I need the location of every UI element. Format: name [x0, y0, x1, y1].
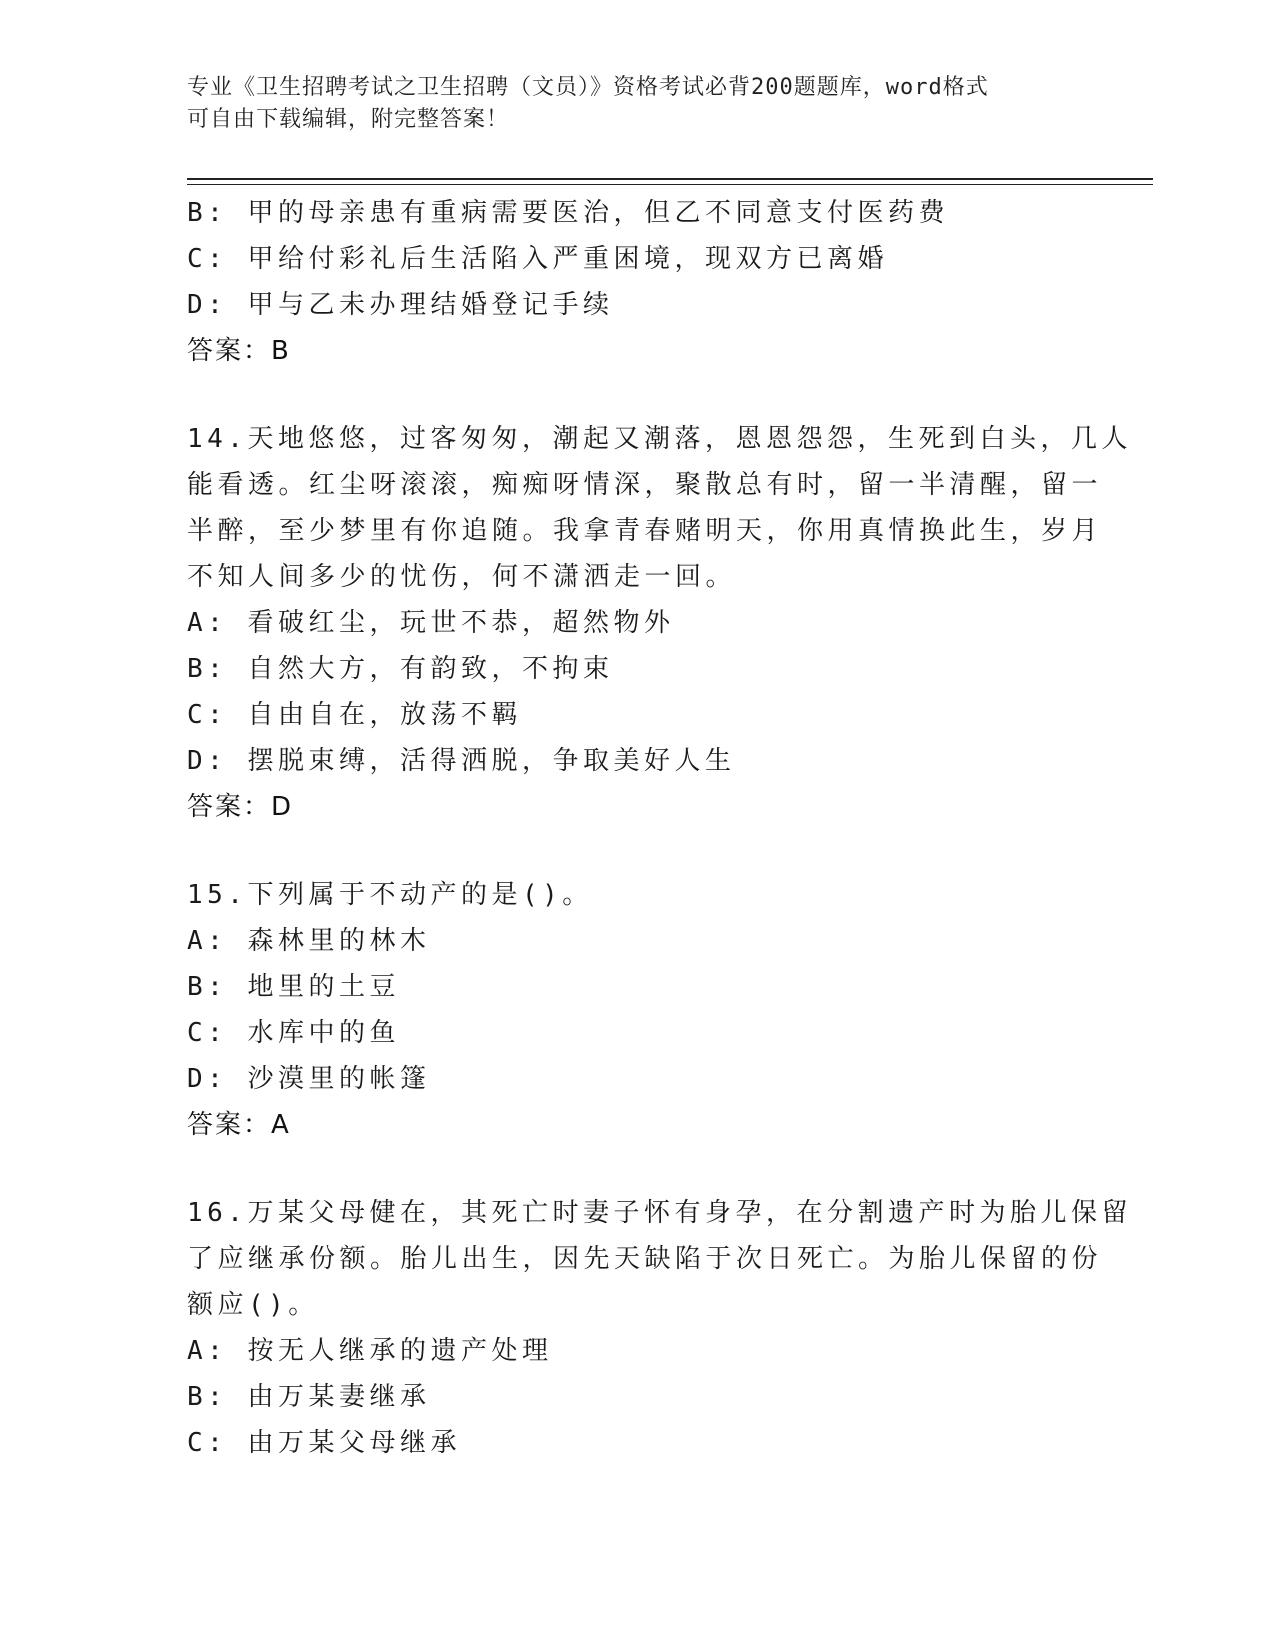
header-divider-thick [187, 178, 1153, 180]
question-stem-line: 了应继承份额。胎儿出生，因先天缺陷于次日死亡。为胎儿保留的份 [187, 1244, 1103, 1274]
question-stem-line: 14.天地悠悠，过客匆匆，潮起又潮落，恩恩怨怨，生死到白头，几人 [187, 424, 1132, 454]
option-a: A: 看破红尘，玩世不恭，超然物外 [187, 608, 675, 638]
question-stem-line: 额应()。 [187, 1290, 319, 1320]
question-stem-line: 15.下列属于不动产的是()。 [187, 880, 593, 910]
option-d: D: 甲与乙未办理结婚登记手续 [187, 290, 614, 320]
answer: 答案：A [187, 1110, 291, 1140]
question-14 [187, 416, 1132, 830]
option-b: B: 地里的土豆 [187, 972, 400, 1002]
question-stem-line: 半醉，至少梦里有你追随。我拿青春赌明天，你用真情换此生，岁月 [187, 516, 1103, 546]
option-d: D: 沙漠里的帐篷 [187, 1064, 431, 1094]
option-c: C: 自由自在，放荡不羁 [187, 700, 522, 730]
question-stem-line: 16.万某父母健在，其死亡时妻子怀有身孕，在分割遗产时为胎儿保留 [187, 1198, 1132, 1228]
header-line-2: 可自由下载编辑，附完整答案！ [187, 107, 510, 132]
header-line-1: 专业《卫生招聘考试之卫生招聘（文员）》资格考试必背200题题库，word格式 [187, 75, 989, 100]
document-header [187, 72, 1087, 136]
question-16 [187, 1190, 1132, 1466]
question-15 [187, 872, 1087, 1148]
option-b: B: 甲的母亲患有重病需要医治，但乙不同意支付医药费 [187, 198, 949, 228]
option-c: C: 由万某父母继承 [187, 1428, 461, 1458]
option-a: A: 森林里的林木 [187, 926, 431, 956]
question-stem-line: 能看透。红尘呀滚滚，痴痴呀情深，聚散总有时，留一半清醒，留一 [187, 470, 1103, 500]
document-body [187, 190, 1132, 1466]
option-c: C: 甲给付彩礼后生活陷入严重困境，现双方已离婚 [187, 244, 888, 274]
answer: 答案：B [187, 336, 291, 366]
question-stem-line: 不知人间多少的忧伤，何不潇洒走一回。 [187, 562, 737, 592]
option-b: B: 自然大方，有韵致，不拘束 [187, 654, 614, 684]
question-13-continued [187, 190, 1087, 374]
option-a: A: 按无人继承的遗产处理 [187, 1336, 553, 1366]
option-b: B: 由万某妻继承 [187, 1382, 431, 1412]
option-d: D: 摆脱束缚，活得洒脱，争取美好人生 [187, 746, 736, 776]
header-divider-thin [187, 184, 1153, 185]
answer: 答案：D [187, 792, 294, 822]
option-c: C: 水库中的鱼 [187, 1018, 400, 1048]
